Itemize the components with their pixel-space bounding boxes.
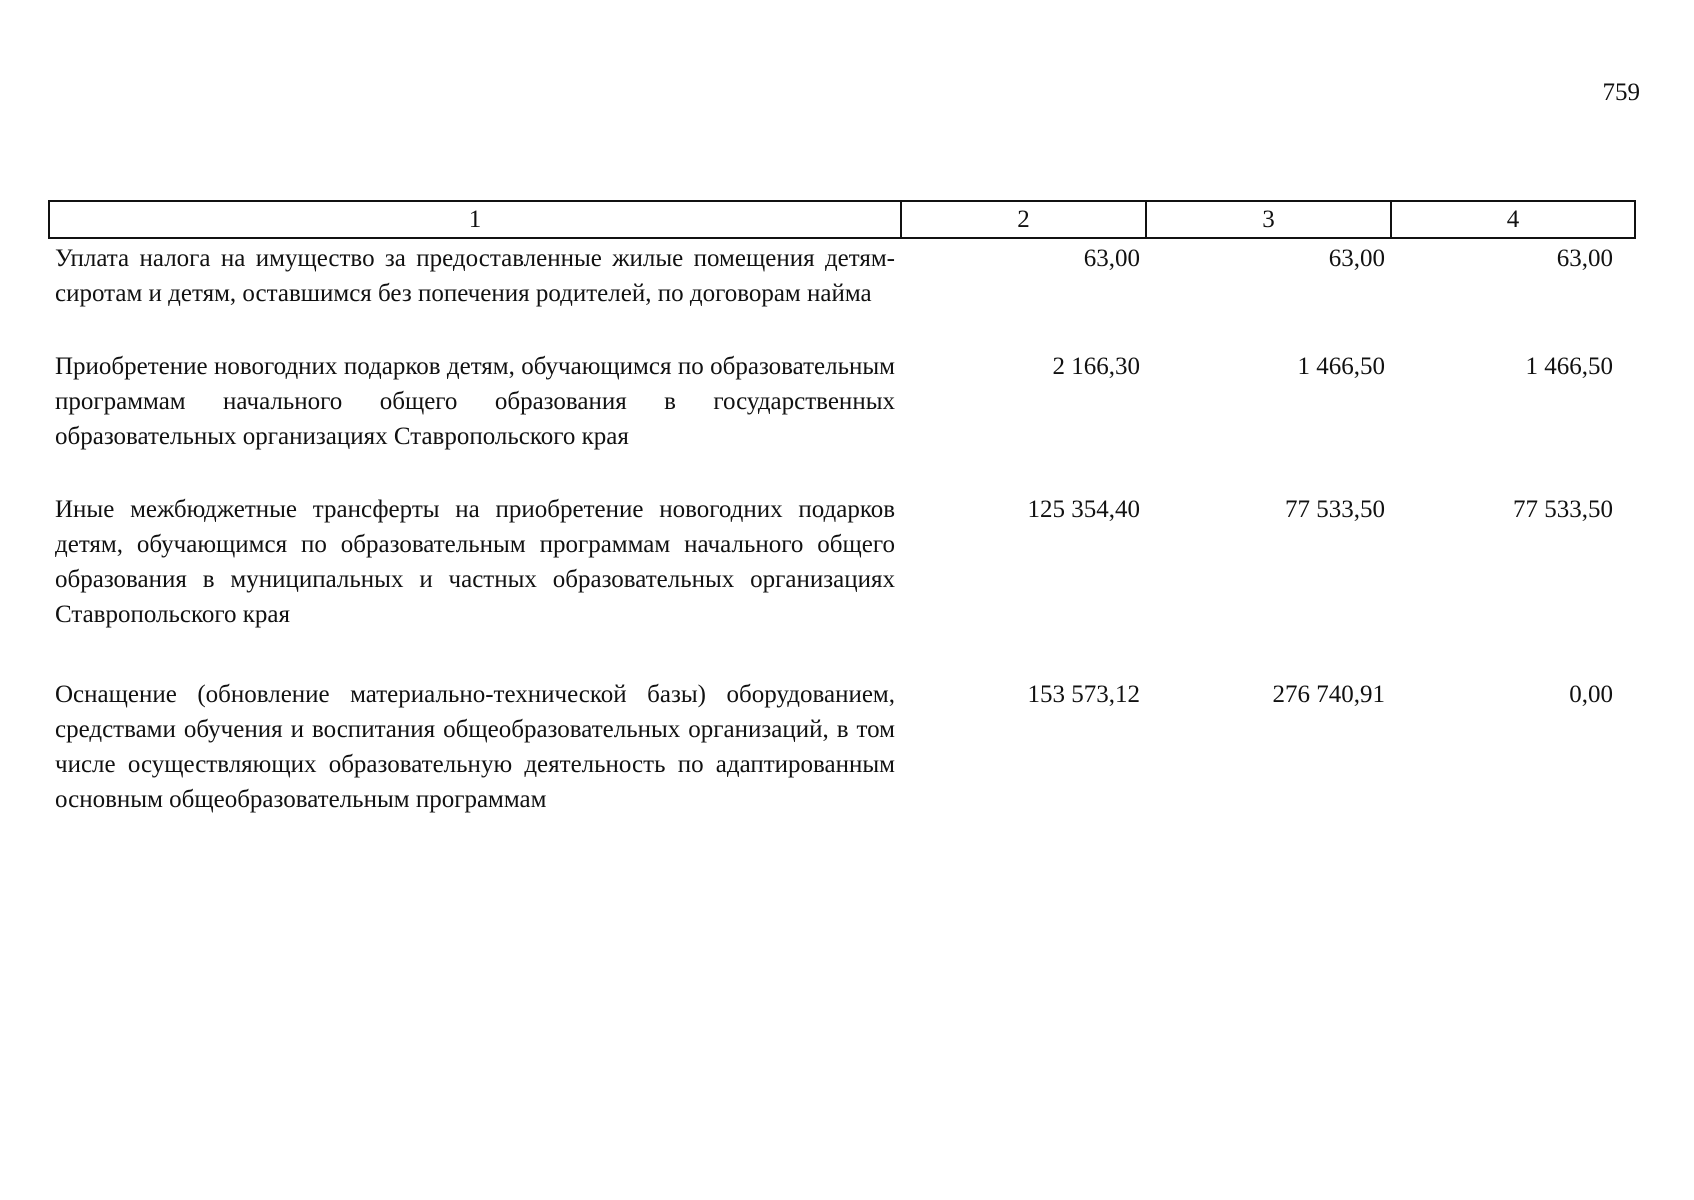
row-description: Приобретение новогодних подарков детям, обучающимся по образовательным программам начального общего образования в государственных образовательных организациях Ставропольского края bbox=[55, 353, 895, 450]
table-body bbox=[49, 238, 1635, 857]
row-value-col-2: 63,00 bbox=[1083, 245, 1140, 272]
row-value-col-2: 2 166,30 bbox=[1052, 353, 1140, 380]
page-number: 759 bbox=[1602, 79, 1640, 106]
header-col-2: 2 bbox=[901, 201, 1146, 238]
budget-table bbox=[48, 200, 1636, 857]
row-description: Уплата налога на имущество за предоставленные жилые помещения детям-сиротам и детям, оставшимся без попечения родителей, по договорам найма bbox=[55, 245, 895, 307]
table-header bbox=[49, 201, 1635, 238]
row-value-col-4: 77 533,50 bbox=[1513, 496, 1613, 523]
row-value-col-3: 1 466,50 bbox=[1297, 353, 1385, 380]
table-row bbox=[49, 492, 1635, 677]
table-row bbox=[49, 238, 1635, 349]
row-value-col-3: 276 740,91 bbox=[1272, 681, 1385, 708]
header-col-1: 1 bbox=[49, 201, 901, 238]
row-value-col-4: 0,00 bbox=[1569, 681, 1613, 708]
table-row bbox=[49, 349, 1635, 492]
row-value-col-4: 63,00 bbox=[1556, 245, 1613, 272]
row-value-col-3: 77 533,50 bbox=[1285, 496, 1385, 523]
row-value-col-2: 153 573,12 bbox=[1027, 681, 1140, 708]
table-row bbox=[49, 677, 1635, 857]
row-description: Иные межбюджетные трансферты на приобретение новогодних подарков детям, обучающимся по образовательным программам начального общего образования в муниципальных и частных образовательных организациях Ставропольского края bbox=[55, 496, 895, 628]
header-col-3: 3 bbox=[1146, 201, 1391, 238]
row-description: Оснащение (обновление материально-технической базы) оборудованием, средствами обучения и воспитания общеобразовательных организаций, в том числе осуществляющих образовательную деятельность по адаптированным основным общеобразовательным программам bbox=[55, 681, 895, 813]
row-value-col-4: 1 466,50 bbox=[1525, 353, 1613, 380]
header-row bbox=[49, 201, 1635, 238]
row-value-col-3: 63,00 bbox=[1328, 245, 1385, 272]
row-value-col-2: 125 354,40 bbox=[1027, 496, 1140, 523]
header-col-4: 4 bbox=[1391, 201, 1635, 238]
